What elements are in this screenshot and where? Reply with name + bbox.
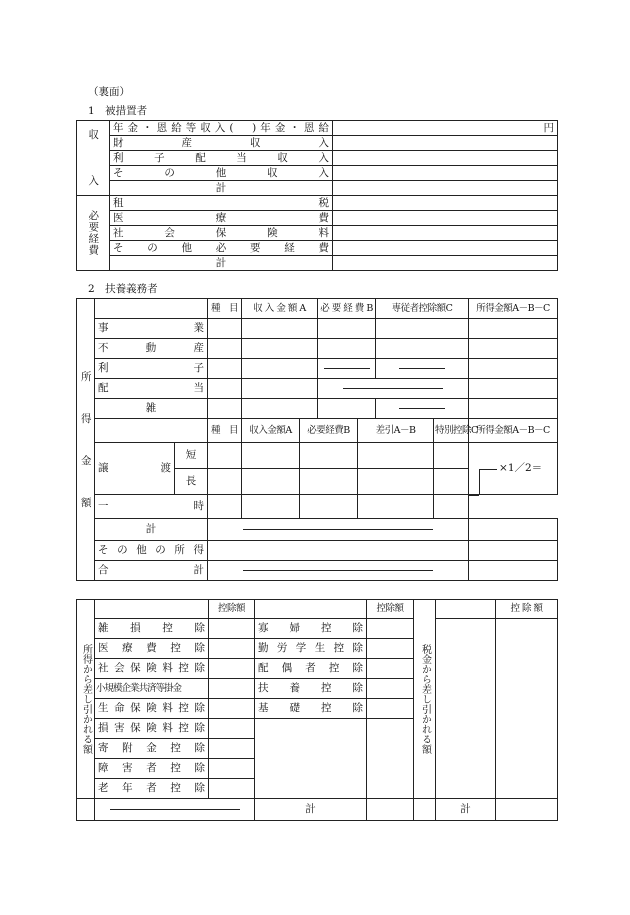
dash-line [243, 570, 433, 571]
header2-revenue-a: 収入金額A [242, 419, 300, 443]
deduction-medical: 医 療 費 控 除 [95, 639, 209, 659]
expense-total-label: 計 [110, 256, 333, 271]
dash-line [243, 529, 433, 530]
expense-row-label: 社 会 保 険 料 [110, 226, 333, 241]
deduction-life-insurance: 生命保険料控除 [95, 699, 209, 719]
income-row-value[interactable] [333, 136, 558, 151]
income-row-label: 財 産 収 入 [110, 136, 333, 151]
income-row-value[interactable] [333, 151, 558, 166]
header-expense-b: 必 要 経 費 B [318, 299, 376, 319]
tax-amount-header: 控 除 額 [496, 600, 558, 619]
deduction-property-insurance: 損害保険料控除 [95, 719, 209, 739]
expense-row-value[interactable] [333, 196, 558, 211]
deduction-social-insurance: 社会保険料控除 [95, 659, 209, 679]
dash-line [343, 388, 443, 389]
expense-row-label: そ の 他 必 要 経 費 [110, 241, 333, 256]
dash-line [399, 408, 445, 409]
deductions-table [76, 599, 558, 821]
bracket-line [479, 469, 480, 495]
bracket-line [479, 469, 497, 470]
expense-row-value[interactable] [333, 226, 558, 241]
dash-line [399, 368, 445, 369]
dash-line [324, 368, 370, 369]
income-total-label: 計 [110, 181, 333, 196]
row-real-estate-label: 不 動 産 [95, 339, 208, 359]
deduction-spouse: 配 偶 者 控 除 [255, 659, 367, 679]
deduction-total-label: 計 [255, 799, 367, 821]
header-category: 種 目 [208, 299, 242, 319]
header-income-abc: 所得金額A－B－C [469, 299, 558, 319]
income-total-value[interactable] [333, 181, 558, 196]
income-row-label: 利 子 配 当 収 入 [110, 151, 333, 166]
half-cell [469, 443, 558, 495]
deduction-side-label: 所得から差し引かれる額 [77, 600, 95, 799]
section1-title: 1 被措置者 [88, 105, 148, 117]
row-interest-label: 利 子 [95, 359, 208, 379]
deduction-basic: 基 礎 控 除 [255, 699, 367, 719]
income-amount-side-label: 所 得 金 額 [77, 299, 95, 581]
income-row-value[interactable] [333, 166, 558, 181]
expense-side-label: 必要経費 [77, 196, 110, 271]
deduction-disability: 障 害 者 控 除 [95, 759, 209, 779]
deduction-elderly: 老 年 者 控 除 [95, 779, 209, 799]
deduction-amount-header-2: 控除額 [367, 600, 414, 619]
deduction-amount-header: 控除額 [209, 600, 255, 619]
bracket-line [469, 495, 479, 496]
row-dividend-label: 配 当 [95, 379, 208, 399]
header-revenue-a: 収 入 金 額 A [242, 299, 318, 319]
expense-row-label: 租 税 [110, 196, 333, 211]
tax-total-label: 計 [436, 799, 496, 821]
header-family-deduction-c: 専従者控除額C [376, 299, 469, 319]
income-row-value[interactable]: 円 [333, 121, 558, 136]
deduction-widow: 寡 婦 控 除 [255, 619, 367, 639]
row-misc-label: 雑 [95, 399, 208, 419]
half-note: ×1／2＝ [499, 462, 543, 474]
income-amount-table [76, 298, 558, 581]
row-total-label: 計 [95, 519, 208, 541]
row-grand-total-label: 合 計 [95, 561, 208, 581]
income-row-label: 年金・恩給等収入( )年金・恩給 [110, 121, 333, 136]
expense-total-value[interactable] [333, 256, 558, 271]
income-table [76, 120, 558, 271]
deduction-casualty: 雑 損 控 除 [95, 619, 209, 639]
row-temporary-label: 一 時 [95, 495, 208, 519]
section2-title: 2 扶養義務者 [88, 283, 158, 295]
deduction-working-student: 勤労学生控除 [255, 639, 367, 659]
row-long-label: 長 [175, 469, 208, 495]
row-short-label: 短 [175, 443, 208, 469]
header2-difference: 差引A－B [358, 419, 434, 443]
expense-row-value[interactable] [333, 211, 558, 226]
header2-income-abc: 所得金額A－B－C [469, 419, 558, 443]
income-row-label: そ の 他 収 入 [110, 166, 333, 181]
expense-row-value[interactable] [333, 241, 558, 256]
back-side-label: （裏面） [88, 86, 130, 98]
row-business-label: 事 業 [95, 319, 208, 339]
deduction-small-business: 小規模企業共済等掛金 [95, 679, 209, 699]
income-side-label: 収 入 [77, 121, 110, 196]
deduction-donation: 寄 附 金 控 除 [95, 739, 209, 759]
tax-side-label: 税金から差し引かれる額 [414, 600, 436, 799]
row-transfer-label: 譲 渡 [95, 443, 175, 495]
header2-expense-b: 必要経費B [300, 419, 358, 443]
row-other-income-label: そ の 他 の 所 得 [95, 541, 208, 561]
dash-line [110, 809, 240, 810]
header2-category: 種 目 [208, 419, 242, 443]
header2-special-deduction-c: 特別控除C [434, 419, 469, 443]
deduction-dependent: 扶 養 控 除 [255, 679, 367, 699]
expense-row-label: 医 療 費 [110, 211, 333, 226]
